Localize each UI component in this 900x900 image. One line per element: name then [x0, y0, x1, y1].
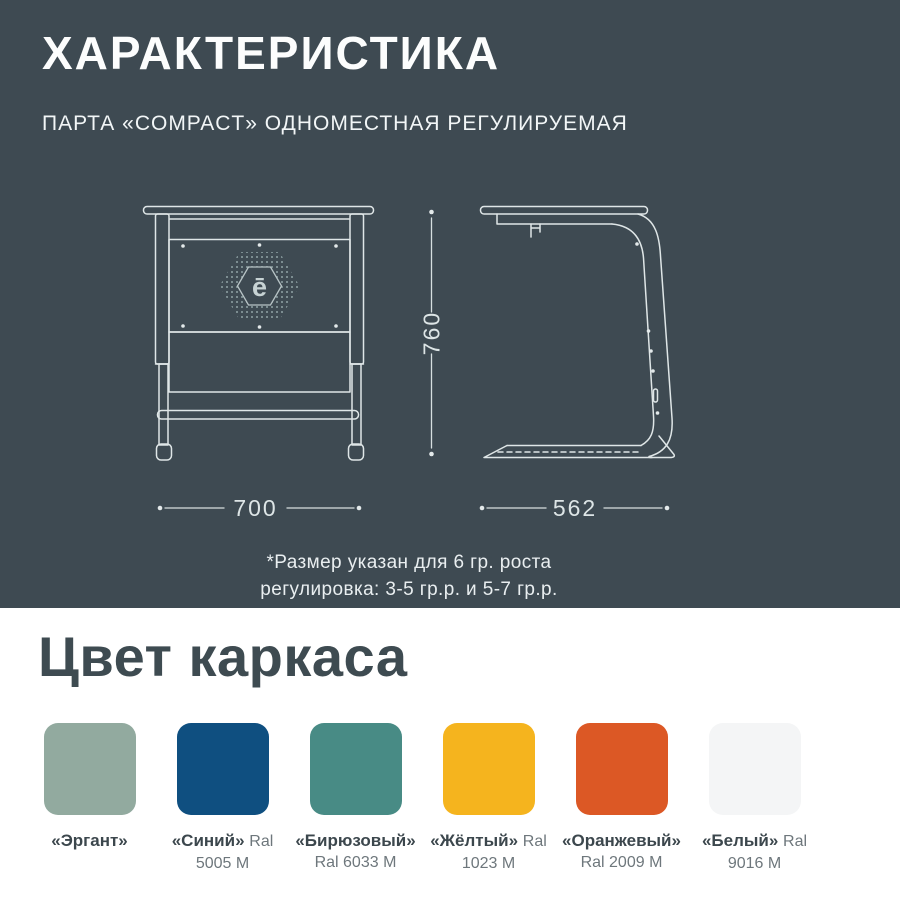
color-swatch-siniy [160, 723, 285, 874]
swatch-label: «Белый» Ral 9016 M [701, 831, 808, 872]
side-leg-inner-edge [612, 224, 654, 446]
front-footrest-bar [158, 411, 359, 420]
color-swatch-oranzhevyy [559, 723, 684, 874]
color-swatch-zheltyy [426, 723, 551, 874]
color-swatch-square [177, 723, 269, 815]
size-note [0, 549, 818, 603]
side-view-drawing [481, 207, 675, 458]
swatch-label: «Эргант» [51, 831, 128, 850]
size-note-line1: *Размер указан для 6 гр. роста [266, 552, 552, 573]
color-swatch-belyy [692, 723, 817, 874]
dimension-depth-562 [480, 495, 670, 521]
swatch-label: «Оранжевый» Ral 2009 M [562, 831, 681, 871]
page-title: ХАРАКТЕРИСТИКА [42, 27, 501, 79]
front-panel-plain [169, 332, 350, 392]
color-swatch-row [0, 723, 900, 874]
color-swatch-biryuzovyy [293, 723, 418, 874]
height-adjust-slot [654, 389, 658, 402]
depth-dimension-label: 562 [552, 495, 598, 521]
front-right-foot [349, 444, 364, 460]
front-right-lower-leg [352, 364, 361, 445]
swatch-label: «Синий» Ral 5005 M [171, 831, 274, 872]
color-swatch-square [310, 723, 402, 815]
front-view-drawing [144, 207, 374, 461]
width-dimension-label: 700 [233, 495, 278, 521]
brand-logo-glyph: ē [251, 272, 268, 302]
frame-color-heading: Цвет каркаса [38, 625, 408, 688]
size-note-line2: регулировка: 3-5 гр.р. и 5-7 гр.р. [260, 579, 558, 600]
bag-hook [531, 224, 540, 237]
color-swatch-square [44, 723, 136, 815]
dimension-width-700 [158, 495, 362, 521]
front-tabletop [144, 207, 374, 215]
product-subtitle: ПАРТА «COMPACT» ОДНОМЕСТНАЯ РЕГУЛИРУЕМАЯ [42, 112, 628, 135]
color-swatch-square [443, 723, 535, 815]
side-tabletop [481, 207, 648, 215]
color-swatch-square [576, 723, 668, 815]
front-left-lower-leg [159, 364, 168, 445]
height-dimension-label: 760 [418, 310, 445, 356]
frame-color-section [0, 608, 900, 900]
color-swatch-ergant [27, 723, 152, 874]
front-right-leg [350, 214, 364, 364]
swatch-label: «Жёлтый» Ral 1023 M [430, 831, 547, 872]
color-swatch-square [709, 723, 801, 815]
front-left-foot [157, 444, 172, 460]
swatch-label: «Бирюзовый» Ral 6033 M [295, 831, 416, 871]
front-left-leg [156, 214, 170, 364]
dimension-height-760 [419, 210, 445, 457]
